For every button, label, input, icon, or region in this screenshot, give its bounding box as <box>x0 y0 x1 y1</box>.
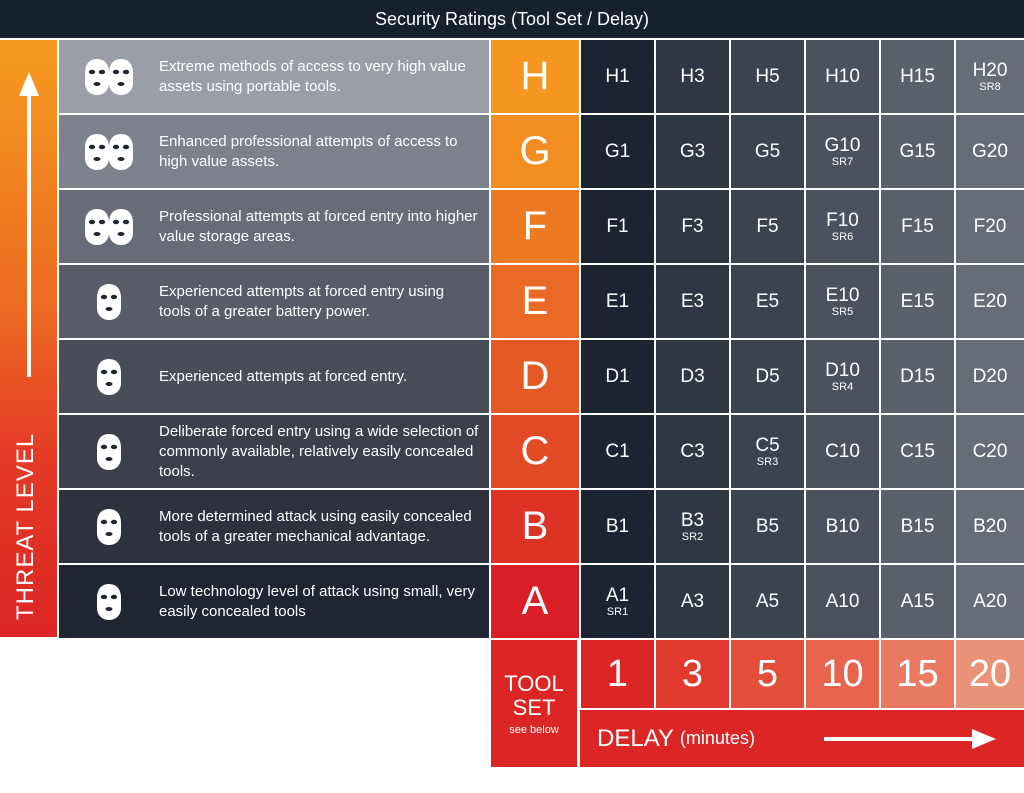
rating-cell <box>881 565 954 638</box>
two-masks-icon <box>59 190 159 263</box>
threat-description: Deliberate forced entry using a wide selection of commonly available, relatively easily concealed tools. <box>159 422 479 480</box>
threat-description-row <box>59 490 489 563</box>
delay-value: 5 <box>731 640 804 708</box>
rating-code: H10 <box>825 65 860 87</box>
threat-description-row <box>59 565 489 638</box>
rating-cell <box>956 415 1024 488</box>
threat-level-letter: B <box>491 490 579 563</box>
rating-code: A5 <box>755 590 780 612</box>
threat-level-letter: A <box>491 565 579 638</box>
right-arrow-icon <box>972 729 996 749</box>
threat-description-row <box>59 190 489 263</box>
rating-cell <box>731 115 804 188</box>
rating-code: A15 <box>900 590 935 612</box>
rating-cell <box>656 340 729 413</box>
rating-code: E5 <box>755 290 780 312</box>
rating-cell <box>731 40 804 113</box>
tool-set-note: see below <box>509 723 559 736</box>
rating-code: G10 <box>824 134 861 156</box>
threat-level-letter: F <box>491 190 579 263</box>
rating-code: E10 <box>825 284 860 306</box>
rating-cell <box>881 265 954 338</box>
rating-code: F10 <box>826 209 859 231</box>
rating-code: C15 <box>900 440 935 462</box>
rating-code: C5 <box>755 434 780 456</box>
rating-code: C1 <box>605 440 630 462</box>
rating-code: E3 <box>680 290 705 312</box>
rating-code: F5 <box>756 215 779 237</box>
rating-cell <box>956 490 1024 563</box>
rating-cell <box>656 265 729 338</box>
rating-code: F20 <box>973 215 1007 237</box>
rating-cell <box>806 490 879 563</box>
rating-cell <box>806 40 879 113</box>
rating-code: E1 <box>605 290 630 312</box>
rating-code: A1 <box>605 584 630 606</box>
rating-cell <box>806 265 879 338</box>
rating-cell <box>956 565 1024 638</box>
rating-code: B20 <box>973 515 1007 537</box>
rating-code: B3 <box>680 509 705 531</box>
rating-cell <box>731 340 804 413</box>
threat-description: Experienced attempts at forced entry using tools of a greater battery power. <box>159 282 445 320</box>
rating-cell <box>656 490 729 563</box>
rating-cell <box>956 265 1024 338</box>
rating-code: D10 <box>825 359 860 381</box>
rating-cell <box>581 415 654 488</box>
rating-cell <box>806 415 879 488</box>
security-rating: SR6 <box>831 230 854 243</box>
rating-cell <box>956 115 1024 188</box>
rating-cell <box>806 190 879 263</box>
threat-description-row <box>59 340 489 413</box>
mask-icon <box>59 340 159 413</box>
rating-cell <box>581 565 654 638</box>
rating-cell <box>581 490 654 563</box>
rating-code: D1 <box>605 365 630 387</box>
rating-cell <box>656 190 729 263</box>
rating-code: F3 <box>681 215 704 237</box>
security-rating: SR5 <box>831 305 854 318</box>
rating-code: G15 <box>899 140 936 162</box>
rating-cell <box>806 115 879 188</box>
rating-code: G5 <box>754 140 781 162</box>
rating-code: H5 <box>755 65 780 87</box>
rating-code: B10 <box>825 515 860 537</box>
rating-cell <box>731 190 804 263</box>
rating-cell <box>656 415 729 488</box>
rating-cell <box>731 415 804 488</box>
rating-code: G3 <box>679 140 706 162</box>
rating-code: H3 <box>680 65 705 87</box>
rating-code: D3 <box>680 365 705 387</box>
rating-cell <box>881 115 954 188</box>
rating-cell <box>881 340 954 413</box>
threat-description-row <box>59 115 489 188</box>
threat-level-letter: D <box>491 340 579 413</box>
rating-cell <box>881 415 954 488</box>
delay-value: 20 <box>956 640 1024 708</box>
rating-cell <box>956 340 1024 413</box>
mask-icon <box>59 565 159 638</box>
rating-code: H20 <box>972 59 1008 81</box>
rating-cell <box>581 40 654 113</box>
rating-cell <box>731 490 804 563</box>
two-masks-icon <box>59 40 159 113</box>
rating-code: C10 <box>825 440 860 462</box>
threat-description-row <box>59 40 489 113</box>
rating-code: A10 <box>825 590 860 612</box>
delay-bar <box>580 710 1024 767</box>
tool-set-label: TOOL SET <box>504 670 564 720</box>
security-rating: SR4 <box>831 380 854 393</box>
rating-cell <box>956 190 1024 263</box>
delay-value: 3 <box>656 640 729 708</box>
threat-description: Enhanced professional attempts of access to high value assets. <box>159 132 458 170</box>
rating-code: G1 <box>604 140 631 162</box>
rating-cell <box>581 265 654 338</box>
rating-cell <box>581 340 654 413</box>
rating-cell <box>881 190 954 263</box>
threat-description: More determined attack using easily concealed tools of a greater mechanical advantage. <box>159 507 472 545</box>
threat-description: Experienced attempts at forced entry. <box>159 367 408 385</box>
rating-cell <box>731 565 804 638</box>
rating-code: B5 <box>755 515 780 537</box>
rating-cell <box>956 40 1024 113</box>
threat-level-letter: E <box>491 265 579 338</box>
rating-code: F1 <box>606 215 629 237</box>
rating-cell <box>656 115 729 188</box>
mask-icon <box>59 415 159 488</box>
rating-cell <box>731 265 804 338</box>
rating-code: D15 <box>900 365 935 387</box>
rating-code: E15 <box>900 290 935 312</box>
delay-label: DELAY <box>597 724 674 752</box>
threat-description-row <box>59 265 489 338</box>
rating-cell <box>806 340 879 413</box>
page-title: Security Ratings (Tool Set / Delay) <box>0 0 1024 38</box>
threat-description: Extreme methods of access to very high value assets using portable tools. <box>159 57 466 95</box>
rating-cell <box>881 490 954 563</box>
security-rating: SR7 <box>831 155 854 168</box>
tool-set-box <box>491 640 577 767</box>
delay-unit: (minutes) <box>679 728 755 748</box>
rating-code: B1 <box>605 515 630 537</box>
threat-level-letter: H <box>491 40 579 113</box>
mask-icon <box>59 265 159 338</box>
rating-code: C20 <box>972 440 1008 462</box>
rating-code: H15 <box>900 65 935 87</box>
rating-code: B15 <box>900 515 935 537</box>
rating-cell <box>581 115 654 188</box>
threat-description: Low technology level of attack using small, very easily concealed tools <box>159 582 475 620</box>
security-rating: SR2 <box>681 530 704 543</box>
rating-code: F15 <box>901 215 934 237</box>
rating-code: A3 <box>680 590 705 612</box>
two-masks-icon <box>59 115 159 188</box>
rating-cell <box>581 190 654 263</box>
rating-cell <box>806 565 879 638</box>
security-rating: SR3 <box>756 455 779 468</box>
rating-code: E20 <box>973 290 1007 312</box>
threat-level-letter: G <box>491 115 579 188</box>
rating-code: A20 <box>973 590 1007 612</box>
delay-value: 10 <box>806 640 879 708</box>
up-arrow-shaft <box>27 92 31 377</box>
rating-code: G20 <box>972 140 1008 162</box>
threat-level-label: THREAT LEVEL <box>12 432 39 620</box>
security-rating: SR8 <box>979 80 1001 93</box>
rating-cell <box>656 40 729 113</box>
threat-level-letter: C <box>491 415 579 488</box>
rating-code: D20 <box>972 365 1008 387</box>
mask-icon <box>59 490 159 563</box>
threat-description-row <box>59 415 489 488</box>
rating-code: H1 <box>605 65 630 87</box>
delay-value: 15 <box>881 640 954 708</box>
rating-code: C3 <box>680 440 705 462</box>
right-arrow-shaft <box>824 737 974 741</box>
threat-description: Professional attempts at forced entry into higher value storage areas. <box>159 207 478 245</box>
rating-cell <box>656 565 729 638</box>
rating-code: D5 <box>755 365 780 387</box>
rating-cell <box>881 40 954 113</box>
delay-value: 1 <box>581 640 654 708</box>
security-rating: SR1 <box>606 605 629 618</box>
